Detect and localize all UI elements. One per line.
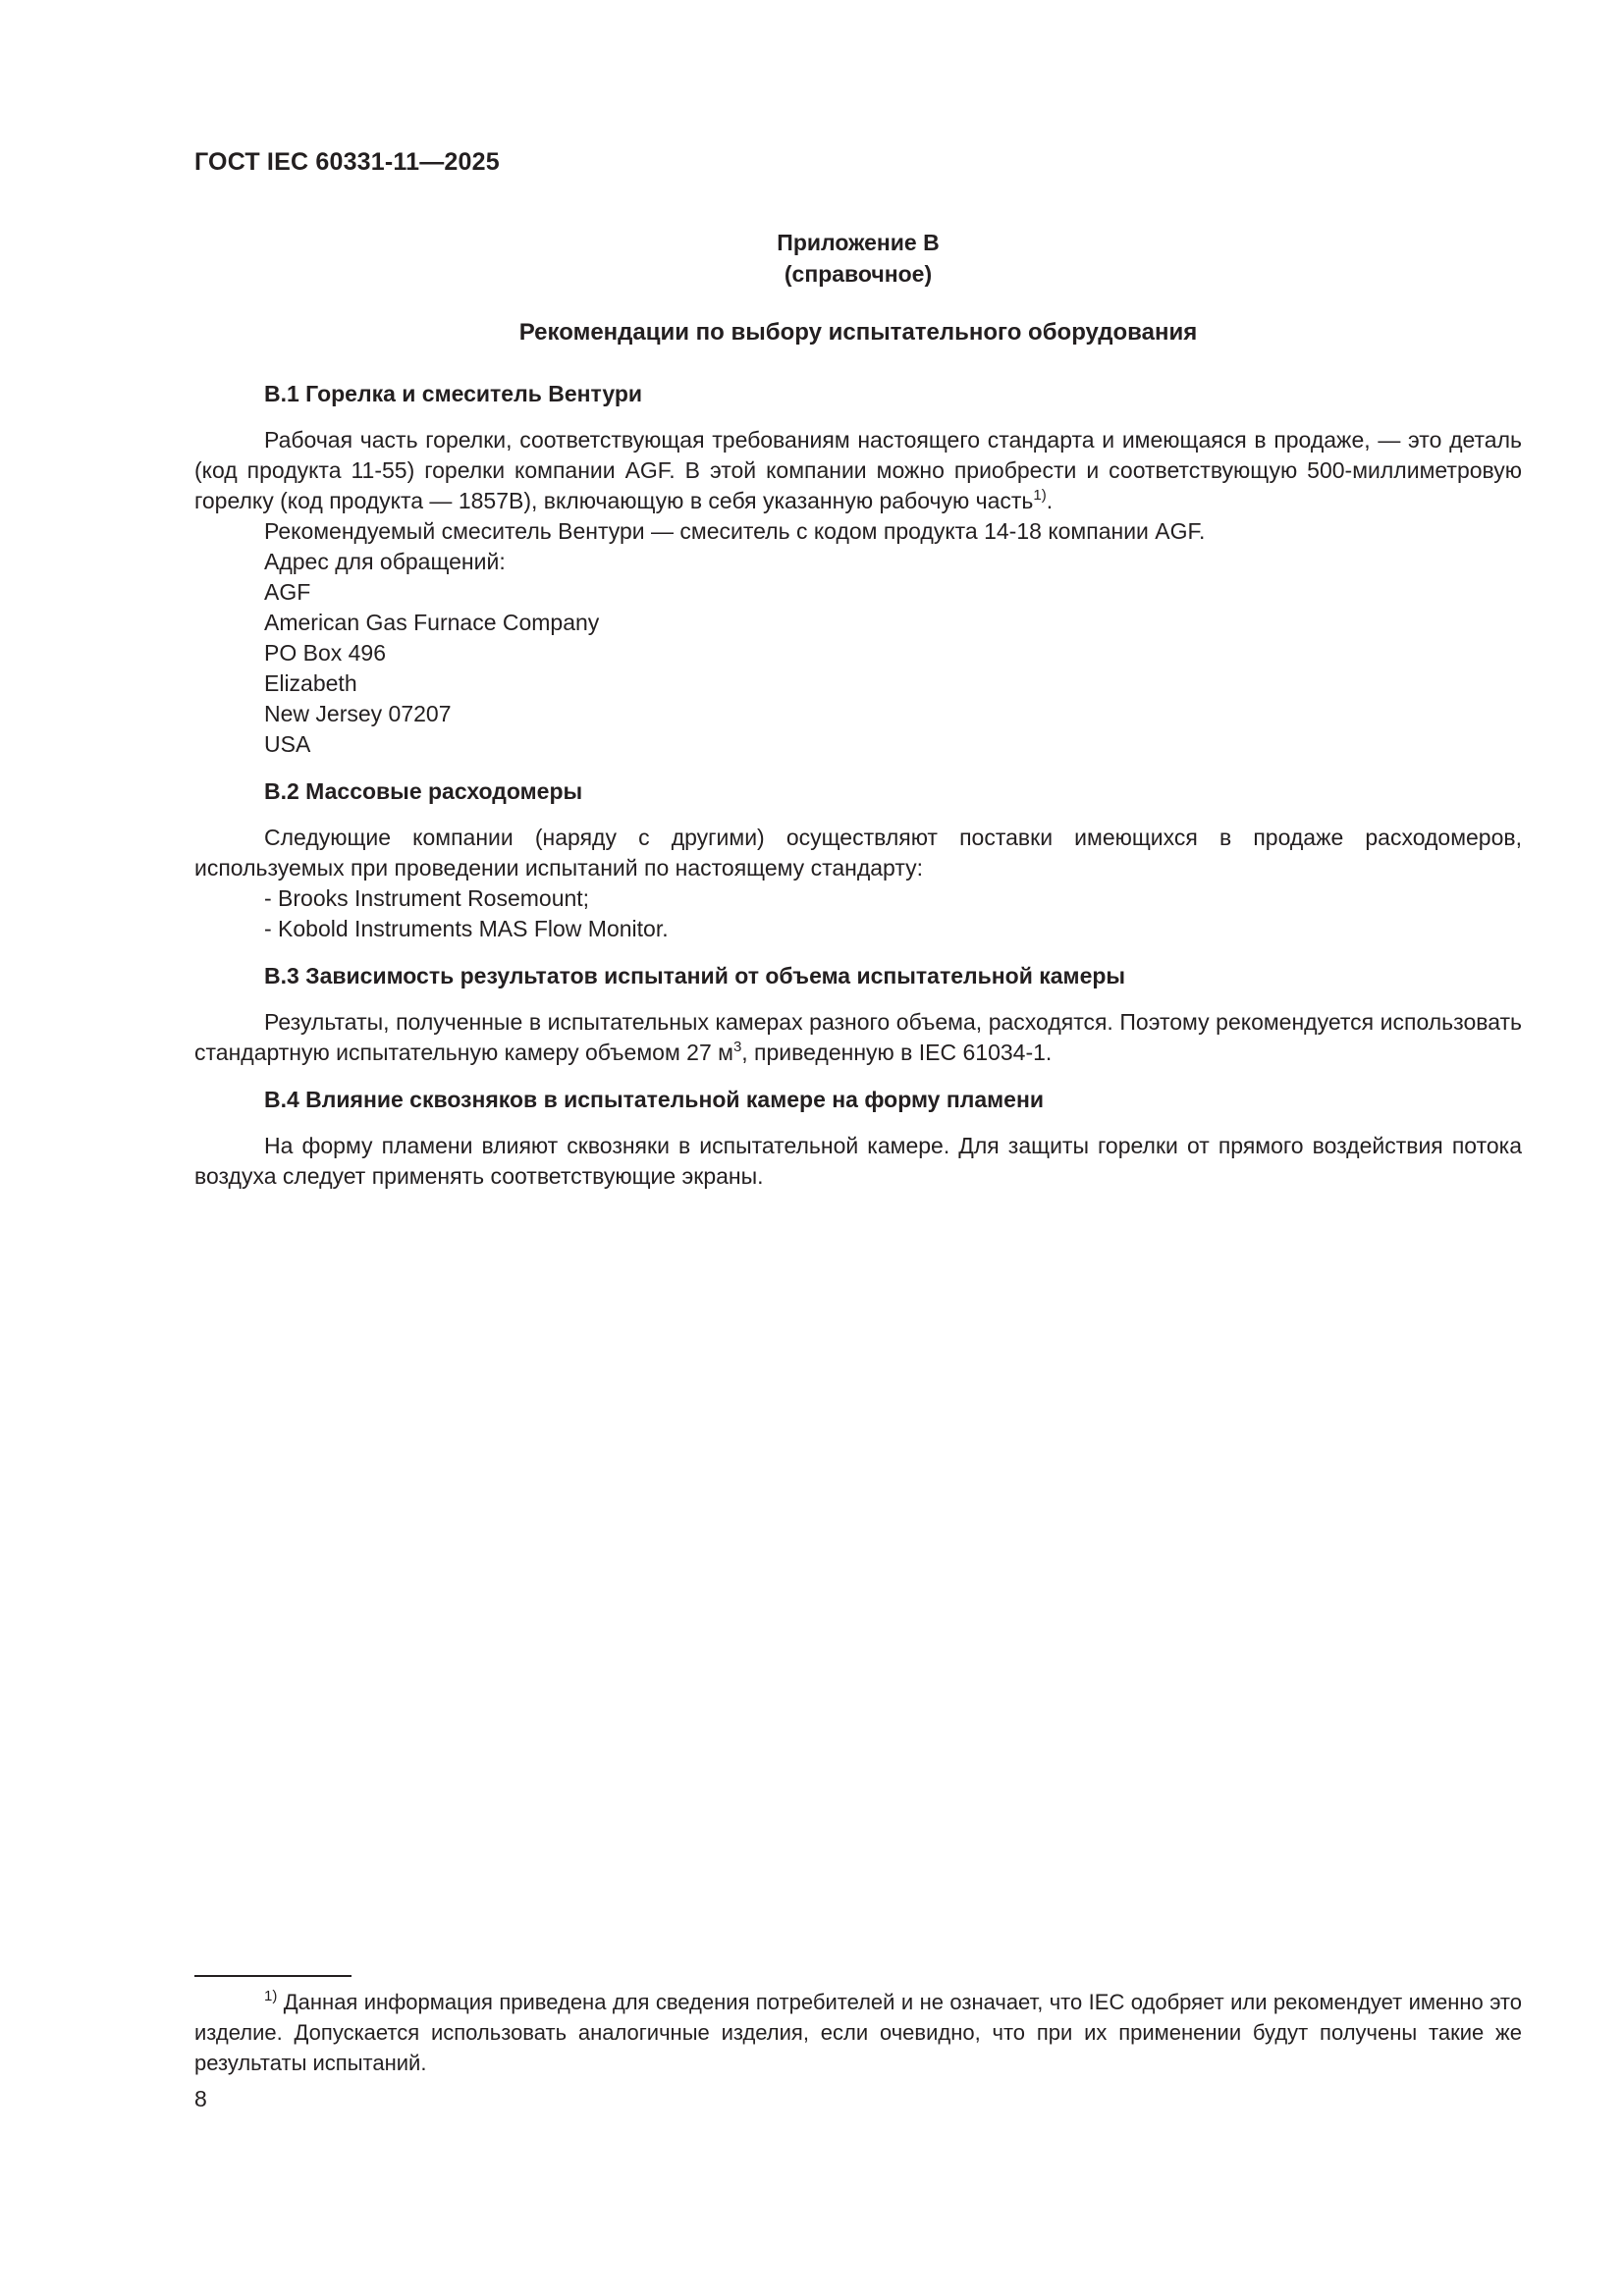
section-b1-paragraph-end: . bbox=[1046, 488, 1054, 513]
annex-heading bbox=[194, 227, 1522, 290]
section-b3-paragraph bbox=[194, 1007, 1522, 1068]
annex-content bbox=[194, 379, 1522, 1192]
section-b3-title: В.3 Зависимость результатов испытаний от объема испытательной камеры bbox=[264, 963, 1126, 988]
annex-label: Приложение В bbox=[777, 230, 940, 255]
superscript-three: 3 bbox=[732, 1039, 742, 1055]
section-b1-paragraph bbox=[194, 425, 1522, 516]
address-line: Elizabeth bbox=[264, 670, 357, 696]
annex-type: (справочное) bbox=[784, 261, 933, 287]
page-number: 8 bbox=[194, 2086, 207, 2111]
section-b1-title: В.1 Горелка и смеситель Вентури bbox=[264, 381, 643, 406]
section-b2-paragraph: Следующие компании (наряду с другими) осуществляют поставки имеющихся в продаже расходомеров, используемых при проведении испытаний по настоящему стандарту: bbox=[194, 825, 1522, 881]
address-line: American Gas Furnace Company bbox=[264, 610, 600, 635]
footnote-mark: 1) bbox=[264, 1988, 278, 2004]
section-b1-mixer: Рекомендуемый смеситель Вентури — смеситель с кодом продукта 14-18 компании AGF. bbox=[264, 518, 1206, 544]
address-line: AGF bbox=[264, 579, 311, 605]
section-b1-paragraph-text: Рабочая часть горелки, соответствующая требованиям настоящего стандарта и имеющаяся в продаже, — это деталь (код продукта 11-55) горелки компании AGF. В этой компании можно приобрести и соответствующую 500-миллиметровую горелку (код продукта — 1857В), включающую в себя указанную рабочую часть bbox=[194, 427, 1522, 513]
section-b4-title: В.4 Влияние сквозняков в испытательной камере на форму пламени bbox=[264, 1087, 1044, 1112]
footnote-separator bbox=[194, 1975, 352, 1977]
footnote-reference: 1) bbox=[1033, 487, 1047, 504]
section-b3-paragraph-text: Результаты, полученные в испытательных камерах разного объема, расходятся. Поэтому рекомендуется использовать стандартную испытательную камеру объемом 27 м bbox=[194, 1009, 1522, 1065]
footnote bbox=[194, 1987, 1522, 2078]
annex-title: Рекомендации по выбору испытательного оборудования bbox=[518, 319, 1198, 346]
address-label: Адрес для обращений: bbox=[264, 549, 506, 574]
list-item: - Brooks Instrument Rosemount; bbox=[264, 885, 590, 911]
list-item: - Kobold Instruments MAS Flow Monitor. bbox=[264, 916, 669, 941]
section-b2-title: В.2 Массовые расходомеры bbox=[264, 778, 583, 804]
address-line: New Jersey 07207 bbox=[264, 701, 452, 726]
footnote-text: Данная информация приведена для сведения потребителей и не означает, что IEC одобряет или рекомендует именно это изделие. Допускается использовать аналогичные изделия, если очевидно, что при их применении будут получены такие же результаты испытаний. bbox=[194, 1990, 1522, 2075]
section-b4-paragraph: На форму пламени влияют сквозняки в испытательной камере. Для защиты горелки от прямого воздействия потока воздуха следует применять соответствующие экраны. bbox=[194, 1133, 1522, 1189]
document-code: ГОСТ IEC 60331-11—2025 bbox=[194, 148, 500, 176]
section-b3-paragraph-end: , приведенную в IEC 61034-1. bbox=[741, 1040, 1053, 1065]
address-line: PO Box 496 bbox=[264, 640, 387, 666]
address-line: USA bbox=[264, 731, 311, 757]
